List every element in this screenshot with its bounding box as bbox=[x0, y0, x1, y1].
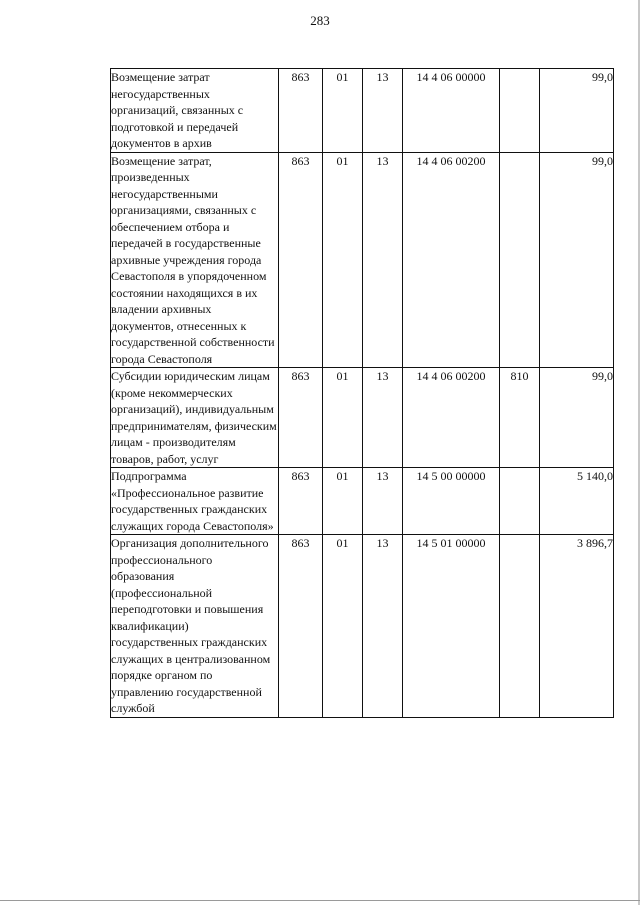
table-row bbox=[111, 535, 614, 718]
ministry-code: 863 bbox=[279, 535, 323, 718]
target-article-code: 14 5 00 00000 bbox=[403, 468, 500, 535]
table-row bbox=[111, 468, 614, 535]
row-name: Возмещение затрат, произведенных негосударственными организациями, связанных с обеспечением отбора и передачей в государственные архивные учреждения города Севастополя в упорядоченном состоянии находящихся в их владении архивных документов, отнесенных к государственной собственности города Севастополя bbox=[111, 152, 279, 368]
row-name: Подпрограмма «Профессиональное развитие государственных гражданских служащих города Севастополя» bbox=[111, 468, 279, 535]
row-name: Организация дополнительного профессионального образования (профессиональной переподготовки и повышения квалификации) государственных гражданских служащих в централизованном порядке органом по управлению государственной службой bbox=[111, 535, 279, 718]
target-article-code: 14 4 06 00000 bbox=[403, 69, 500, 153]
expense-type-code: 810 bbox=[500, 368, 540, 468]
subsection-code: 13 bbox=[363, 535, 403, 718]
row-name: Возмещение затрат негосударственных организаций, связанных с подготовкой и передачей документов в архив bbox=[111, 69, 279, 153]
table-row bbox=[111, 152, 614, 368]
target-article-code: 14 4 06 00200 bbox=[403, 368, 500, 468]
amount: 3 896,7 bbox=[540, 535, 614, 718]
amount: 99,0 bbox=[540, 69, 614, 153]
amount: 5 140,0 bbox=[540, 468, 614, 535]
ministry-code: 863 bbox=[279, 69, 323, 153]
ministry-code: 863 bbox=[279, 152, 323, 368]
expense-type-code bbox=[500, 152, 540, 368]
subsection-code: 13 bbox=[363, 468, 403, 535]
section-code: 01 bbox=[323, 152, 363, 368]
section-code: 01 bbox=[323, 535, 363, 718]
target-article-code: 14 5 01 00000 bbox=[403, 535, 500, 718]
expense-type-code bbox=[500, 468, 540, 535]
amount: 99,0 bbox=[540, 368, 614, 468]
ministry-code: 863 bbox=[279, 368, 323, 468]
subsection-code: 13 bbox=[363, 152, 403, 368]
table-row bbox=[111, 69, 614, 153]
row-name: Субсидии юридическим лицам (кроме некоммерческих организаций), индивидуальным предпринимателям, физическим лицам - производителям товаров, работ, услуг bbox=[111, 369, 277, 466]
table-row bbox=[111, 368, 614, 468]
section-code: 01 bbox=[323, 468, 363, 535]
section-code: 01 bbox=[323, 69, 363, 153]
amount: 99,0 bbox=[540, 152, 614, 368]
ministry-code: 863 bbox=[279, 468, 323, 535]
page-number: 283 bbox=[310, 13, 330, 28]
scan-edge-bottom bbox=[0, 900, 640, 901]
subsection-code: 13 bbox=[363, 69, 403, 153]
budget-table bbox=[110, 68, 614, 718]
expense-type-code bbox=[500, 69, 540, 153]
target-article-code: 14 4 06 00200 bbox=[403, 152, 500, 368]
subsection-code: 13 bbox=[363, 368, 403, 468]
expense-type-code bbox=[500, 535, 540, 718]
section-code: 01 bbox=[323, 368, 363, 468]
